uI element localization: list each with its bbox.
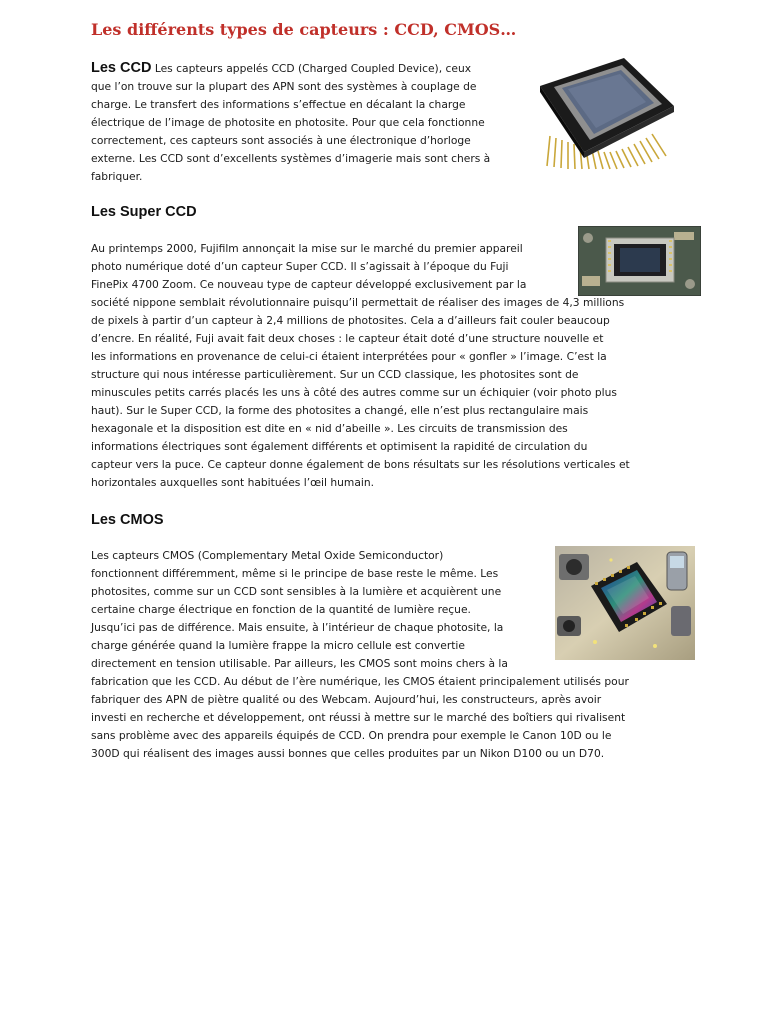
- cmos-line: fonctionnent différemment, même si le principe de base reste le même. Les: [91, 567, 499, 580]
- super-ccd-line: les informations en provenance de celui-ci étaient interprétées pour « gonfler » l’image. C’est la: [91, 350, 607, 363]
- cmos-line: fabriquer des APN de piètre qualité ou des Webcam. Aujourd’hui, les constructeurs, après avoir: [91, 693, 602, 706]
- cmos-line: Jusqu’ici pas de différence. Mais ensuite, à l’intérieur de chaque photosite, la: [91, 621, 504, 634]
- super-ccd-line: structure qui nous intéresse particulièrement. Sur un CCD classique, les photosites sont de: [91, 368, 579, 381]
- cmos-line: 300D qui réalisent des images aussi bonnes que celles produites par un Nikon D100 ou un D70.: [91, 747, 605, 760]
- ccd-line: charge. Le transfert des informations s’effectue en décalant la charge: [91, 98, 466, 111]
- ccd-line: fabriquer.: [91, 170, 143, 183]
- super-ccd-line: minuscules petits carrés placés les uns à côté des autres comme sur un échiquier (voir photo plus: [91, 386, 617, 399]
- cmos-heading: Les CMOS: [91, 512, 164, 528]
- ccd-line: correctement, ces capteurs sont associés à une électronique d’horloge: [91, 134, 471, 147]
- super-ccd-line: de pixels à partir d’un capteur à 2,4 millions de photosites. Cela a d’ailleurs fait couler beaucoup: [91, 314, 610, 327]
- cmos-line: charge générée quand la lumière frappe la micro cellule est convertie: [91, 639, 465, 652]
- ccd-line: électrique de l’image de photosite en photosite. Pour que cela fonctionne: [91, 116, 485, 129]
- super-ccd-line: horizontales auxquelles sont habituées l’œil humain.: [91, 476, 375, 489]
- cmos-line: Les capteurs CMOS (Complementary Metal Oxide Semiconductor): [91, 549, 444, 562]
- ccd-line: que l’on trouve sur la plupart des APN sont des systèmes à couplage de: [91, 80, 477, 93]
- super-ccd-line: hexagonale et la disposition est dite en « nid d’abeille ». Les circuits de transmission des: [91, 422, 568, 435]
- super-ccd-line: société nippone semblait révolutionnaire puisqu’il permettait de réaliser des images de 4,3 millions: [91, 296, 625, 309]
- cmos-line: certaine charge électrique en fonction de la quantité de lumière reçue.: [91, 603, 471, 616]
- ccd-paragraph: [91, 59, 511, 186]
- document-title: Les différents types de capteurs : CCD, CMOS…: [91, 20, 517, 39]
- ccd-line: externe. Les CCD sont d’excellents systèmes d’imagerie mais sont chers à: [91, 152, 491, 165]
- super-ccd-board-graphic: [578, 226, 701, 296]
- cmos-line: sans problème avec des appareils équipés de CCD. On prendra pour exemple le Canon 10D ou le: [91, 729, 612, 742]
- cmos-line: investi en recherche et développement, ont réussi à mettre sur le marché des boîtiers qui rivalisent: [91, 711, 626, 724]
- super-ccd-heading: Les Super CCD: [91, 204, 197, 220]
- cmos-collage-graphic: [555, 546, 695, 660]
- cmos-sensor-collage-photo: [555, 546, 695, 660]
- super-ccd-line: photo numérique doté d’un capteur Super CCD. Il s’agissait à l’époque du Fuji: [91, 260, 509, 273]
- ccd-heading: Les CCD: [91, 60, 152, 76]
- ccd-sensor-chip-photo: [528, 52, 680, 170]
- super-ccd-line: FinePix 4700 Zoom. Ce nouveau type de capteur développé exclusivement par la: [91, 278, 527, 291]
- cmos-line: photosites, comme sur un CCD sont sensibles à la lumière et acquièrent une: [91, 585, 502, 598]
- ccd-line: Les CCD Les capteurs appelés CCD (Charged Coupled Device), ceux: [91, 60, 472, 76]
- cmos-line: directement en tension utilisable. Par ailleurs, les CMOS sont moins chers à la: [91, 657, 508, 670]
- super-ccd-line: Au printemps 2000, Fujifilm annonçait la mise sur le marché du premier appareil: [91, 242, 523, 255]
- super-ccd-line: informations électriques sont également différents et optimisent la rapidité de circulation du: [91, 440, 588, 453]
- cmos-line: fabrication que les CCD. Au début de l’ère numérique, les CMOS étaient principalement utilisés pour: [91, 675, 629, 688]
- super-ccd-line: capteur vers la puce. Ce capteur donne également de bons résultats sur les résolutions verticales et: [91, 458, 630, 471]
- super-ccd-board-photo: [578, 226, 701, 296]
- super-ccd-line: d’encre. En réalité, Fuji avait fait deux choses : le capteur était doté d’une structure nouvelle et: [91, 332, 604, 345]
- ccd-chip-graphic: [528, 52, 680, 170]
- super-ccd-line: haut). Sur le Super CCD, la forme des photosites a changé, elle n’est plus rectangulaire mais: [91, 404, 589, 417]
